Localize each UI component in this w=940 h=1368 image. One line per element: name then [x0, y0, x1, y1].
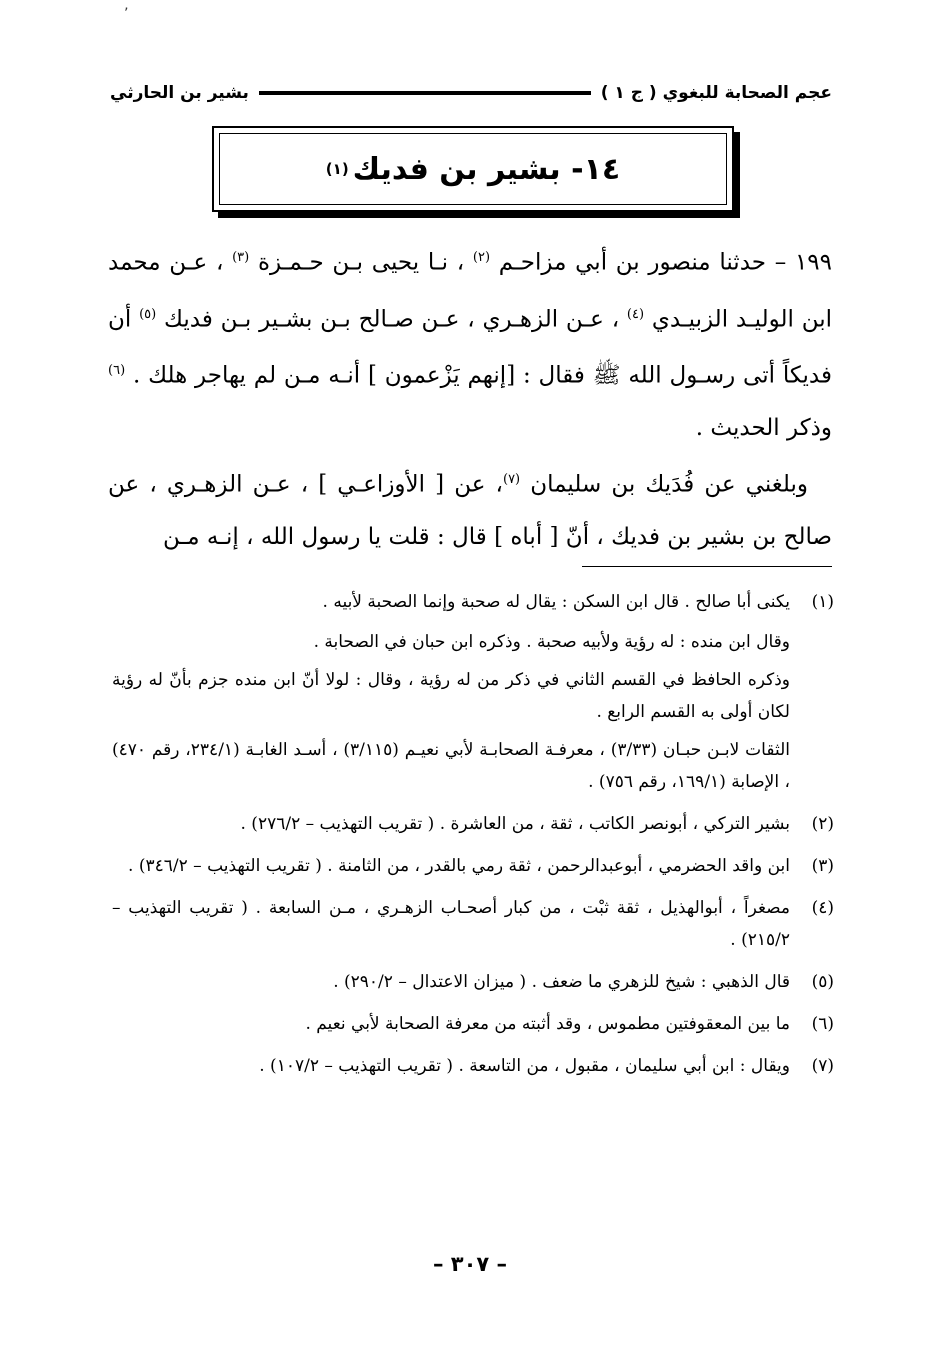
paragraph-1 [108, 232, 832, 454]
footnote-number: (٣) [811, 856, 834, 876]
header-rule [259, 91, 591, 95]
footnote-number: (٧) [811, 1056, 834, 1076]
footnote-text: بشير التركي ، أبونصر الكاتب ، ثقة ، من العاشرة . ( تقريب التهذيب – ٢٧٦/٢) . [240, 814, 790, 834]
text-run: وذكر الحديث . [695, 414, 832, 441]
footnote-4 [112, 892, 834, 956]
footnote-number: (٥) [811, 972, 834, 992]
entry-name: بشير بن الحارثي [110, 83, 249, 103]
footnote-ref: (٣) [232, 250, 250, 265]
footnote-text: قال الذهبي : شيخ للزهري ما ضعف . ( ميزان الاعتدال – ٢٩٠/٢) . [333, 972, 790, 992]
footnote-text: ويقال : ابن أبي سليمان ، مقبول ، من التاسعة . ( تقريب التهذيب – ١٠٧/٢) . [259, 1056, 790, 1076]
text-run: ، نـا يحيى بـن حـمـزة [249, 249, 473, 276]
footnote-7 [112, 1050, 834, 1082]
footnote-6 [112, 1008, 834, 1040]
page-number: – ٣٠٧ – [432, 1252, 508, 1276]
footnote-1 [112, 586, 834, 798]
text-run: ، عـن الزهـري ، عـن صـالح بـن بشـير بـن فديك [156, 306, 627, 333]
footnote-number: (١) [811, 592, 834, 612]
footnote-number: (٢) [811, 814, 834, 834]
footnote-ref: (٢) [472, 250, 491, 265]
footnote-ref: (٦) [108, 363, 126, 379]
footnote-extra: وذكره الحافظ في القسم الثاني في ذكر من له رؤية ، وقال : لولا أنّ ابن منده جزم بأنّ له رؤية لكان أولى به القسم الرابع . [112, 670, 790, 722]
footnote-number: (٤) [811, 898, 834, 918]
book-title: عجم الصحابة للبغوي ( ج ١ ) [600, 83, 832, 103]
footnote-5 [112, 966, 834, 998]
footnote-text: يكنى أبا صالح . قال ابن السكن : يقال له صحبة وإنما الصحبة لأبيه . [322, 592, 790, 612]
text-run: أن فديكاً أتى رسـول الله ﷺ فقال : [إنهم يَزْعمون ] أنـه مـن لم يهاجر هلك . [108, 306, 832, 389]
paragraph-2 [108, 454, 832, 563]
footnote-ref: (٤) [626, 306, 645, 322]
chapter-title-inner [219, 133, 727, 205]
footnote-number: (٦) [811, 1014, 834, 1034]
footnotes [112, 586, 834, 1082]
footnote-extra: الثقات لابـن حبـان (٣/٣٣) ، معرفـة الصحابـة لأبي نعيـم (٣/١١٥) ، أسـد الغابـة (٢٣٤/١، رقم ٤٧٠) ، الإصابة (١٦٩/١، رقم ٧٥٦) . [112, 740, 790, 792]
footnote-ref: (٧) [502, 471, 521, 487]
footnote-extra: وقال ابن منده : له رؤية ولأبيه صحبة . وذكره ابن حبان في الصحابة . [313, 632, 790, 652]
text-run: وبلغني عن فُدَيك بن سليمان [520, 471, 808, 498]
footnote-3 [112, 850, 834, 882]
footnote-2 [112, 808, 834, 840]
footnote-text: ابن واقد الحضرمي ، أبوعبدالرحمن ، ثقة رمي بالقدر ، من الثامنة . ( تقريب التهذيب – ٣٤٦/٢) . [128, 856, 790, 876]
footnote-text: مصغراً ، أبوالهذيل ، ثقة ثبْت ، من كبار أصحـاب الزهـري ، مـن السابعة . ( تقريب التهذيب – ٢١٥/٢) . [112, 898, 790, 950]
running-header [110, 78, 832, 108]
text-run: ، عن [ الأوزاعـي ] ، عـن الزهـري ، عن صالح بن بشير بن فديك ، أنّ [ أباه ] قال : قلت يا رسول الله ، إنـه مـن [108, 471, 832, 550]
text-run: ١٩٩ – حدثنا منصور بن أبي مزاحـم [490, 249, 832, 276]
chapter-title-box [212, 126, 734, 212]
chapter-footnote-ref: (١) [325, 160, 349, 178]
footnote-separator [582, 566, 832, 567]
footnote-body [112, 586, 790, 798]
main-text [108, 232, 832, 563]
footnote-ref: (٥) [139, 306, 157, 322]
chapter-title: ١٤- بشير بن فديك [352, 151, 621, 187]
page-corner-mark: ’ [124, 6, 129, 22]
text-run: ، عـن محمد ابن الوليـد الزبيـدي [108, 249, 832, 333]
footnote-text: ما بين المعقوفتين مطموس ، وقد أثبته من معرفة الصحابة لأبي نعيم . [305, 1014, 790, 1034]
